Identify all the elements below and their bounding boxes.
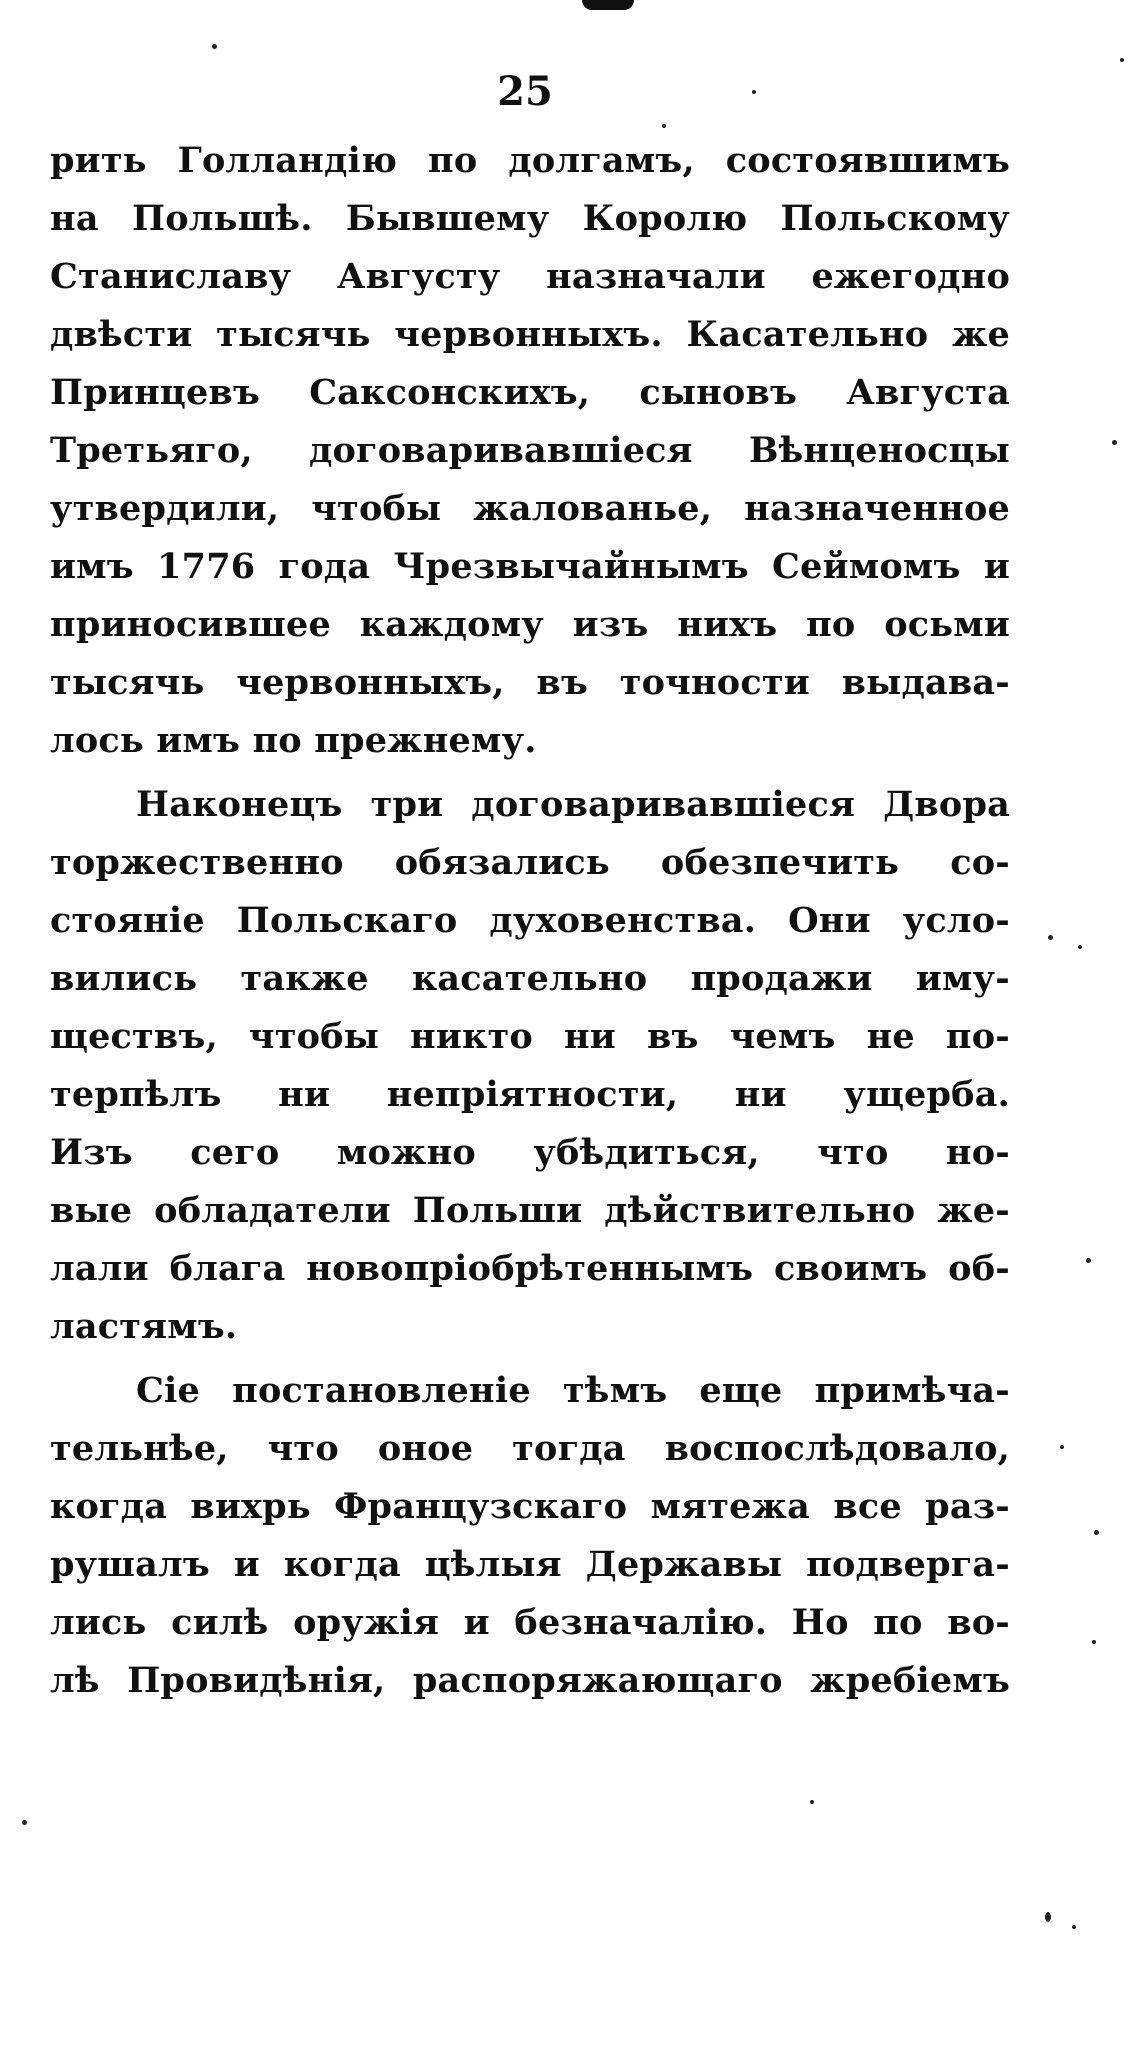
scan-speck [662,124,666,128]
scan-speck [1112,440,1117,445]
text-line: ществъ, чтобы никто ни въ чемъ не по- [50,1016,1010,1057]
text-line: лись силѣ оружія и безначалію. Но по во- [50,1602,1010,1643]
scan-speck [1086,1258,1091,1263]
text-line: лали блага новопріобрѣтеннымъ своимъ об- [50,1248,1010,1289]
scan-speck [810,1800,814,1804]
scan-speck [1094,1530,1099,1535]
paragraph-2 [50,776,1010,1356]
scan-speck [1060,1445,1064,1449]
scan-speck [752,90,756,94]
text-line: Изъ сего можно убѣдиться, что но- [50,1132,1010,1173]
text-line: вились также касательно продажи иму- [50,958,1010,999]
text-line: Принцевъ Саксонскихъ, сыновъ Августа [50,372,1010,413]
text-line: утвердили, чтобы жалованье, назначенное [50,488,1010,529]
text-line: Станиславу Августу назначали ежегодно [50,256,1010,297]
text-line: на Польшѣ. Бывшему Королю Польскому [50,198,1010,239]
scan-speck [1048,935,1053,940]
text-line: рушалъ и когда цѣлыя Державы подверга- [50,1544,1010,1585]
paragraph-3 [50,1362,1010,1710]
scan-speck [1120,58,1124,62]
text-line: торжественно обязались обезпечить со- [50,842,1010,883]
text-line: Третьяго, договаривавшіеся Вѣнценосцы [50,430,1010,471]
text-line: терпѣлъ ни непріятности, ни ущерба. [50,1074,1010,1115]
scan-speck [1072,1925,1076,1929]
text-line: когда вихрь Французскаго мятежа все раз- [50,1486,1010,1527]
text-line: вые обладатели Польши дѣйствительно же- [50,1190,1010,1231]
text-line: стояніе Польскаго духовенства. Они усло- [50,900,1010,941]
text-line: рить Голландію по долгамъ, состоявшимъ [50,140,1010,181]
scan-speck [1078,945,1082,949]
text-line: Сіе постановленіе тѣмъ еще примѣча- [136,1370,1010,1411]
text-line: лось имъ по прежнему. [50,720,537,761]
text-line: тельнѣе, что оное тогда воспослѣдовало, [50,1428,1010,1469]
scan-speck [22,1820,27,1825]
paragraph-1 [50,132,1010,770]
page-number: 25 [497,68,553,115]
text-line: имъ 1776 года Чрезвычайнымъ Сеймомъ и [50,546,1010,587]
scan-speck [212,44,217,49]
scan-speck [1092,1640,1096,1644]
scan-speck [1045,1912,1051,1922]
text-line: Наконецъ три договаривавшіеся Двора [136,784,1010,825]
text-line: тысячь червонныхъ, въ точности выдава- [50,662,1010,703]
text-line: лѣ Провидѣнія, распоряжающаго жребіемъ [50,1660,1010,1701]
text-line: приносившее каждому изъ нихъ по осьми [50,604,1010,645]
text-line: двѣсти тысячь червонныхъ. Касательно же [50,314,1010,355]
scan-artifact-mark [582,0,634,10]
body-text [50,132,1010,1710]
text-line: ластямъ. [50,1306,238,1347]
